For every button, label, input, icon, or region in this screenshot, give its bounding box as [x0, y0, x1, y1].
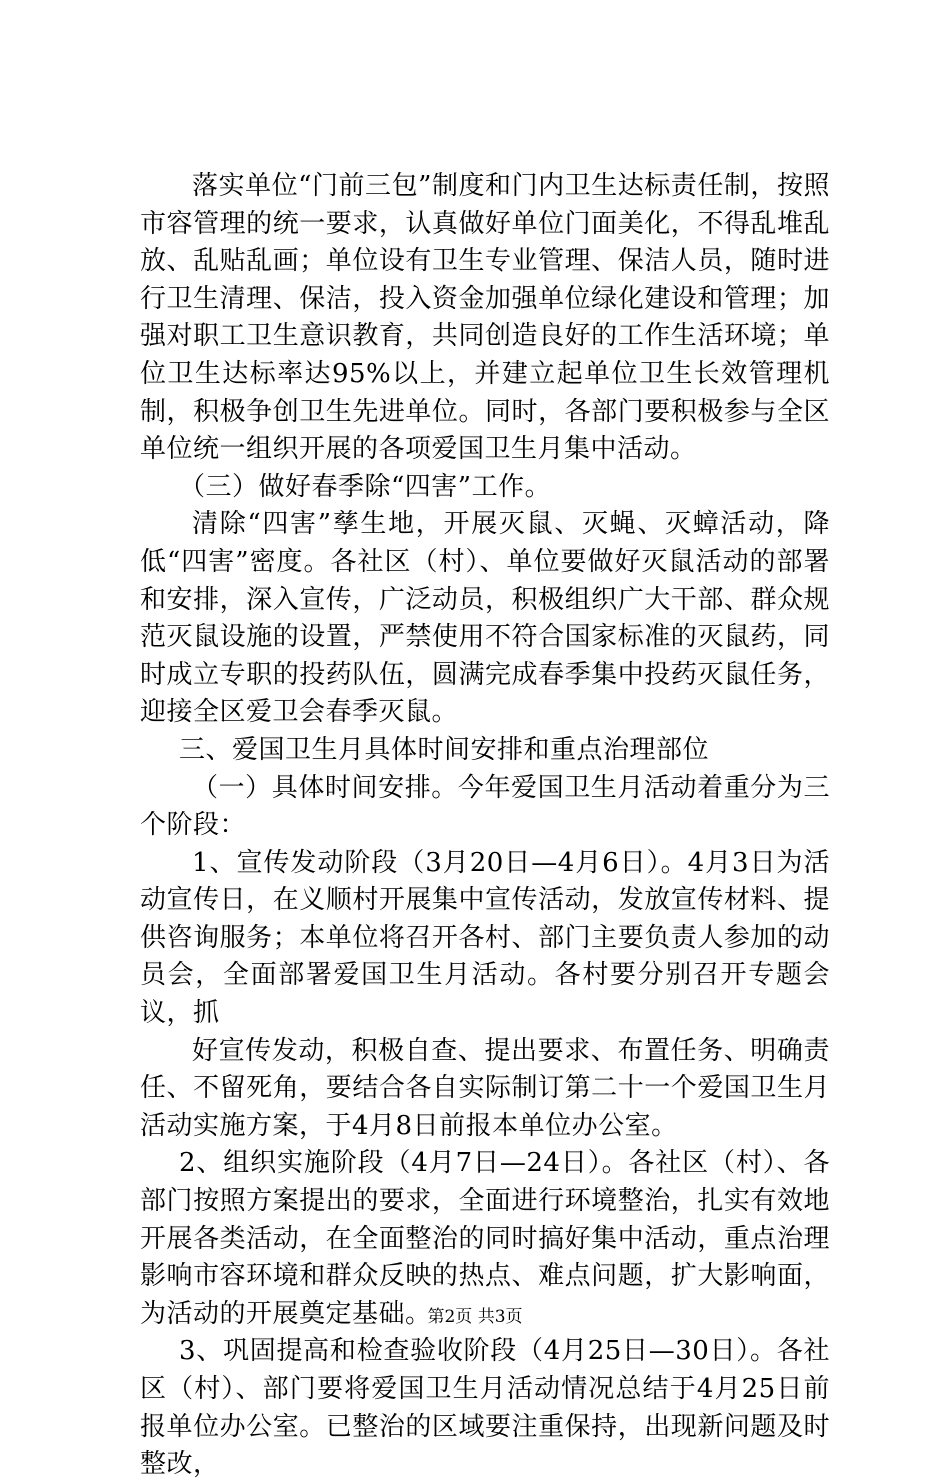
paragraph-unit-hygiene: 落实单位“门前三包”制度和门内卫生达标责任制，按照市容管理的统一要求，认真做好单位门面美化，不得乱堆乱放、乱贴乱画；单位设有卫生专业管理、保洁人员，随时进行卫生清理、保洁，投入资金加强单位绿化建设和管理；加强对职工卫生意识教育，共同创造良好的工作生活环境；单位卫生达标率达95%以上，并建立起单位卫生长效管理机制，积极争创卫生先进单位。同时，各部门要积极参与全区单位统一组织开展的各项爱国卫生月集中活动。	[140, 171, 830, 465]
paragraph-stage-3: 3、巩固提高和检查验收阶段（4月25日—30日）。各社区（村）、部门要将爱国卫生月活动情况总结于4月25日前报单位办公室。已整治的区域要注重保持，出现新问题及时整改，	[140, 1336, 830, 1480]
paragraph-pest-control: 清除“四害”孳生地，开展灭鼠、灭蝇、灭蟑活动，降低“四害”密度。各社区（村）、单位要做好灭鼠活动的部署和安排，深入宣传，广泛动员，积极组织广大干部、群众规范灭鼠设施的设置，严禁使用不符合国家标准的灭鼠药，同时成立专职的投药队伍，圆满完成春季集中投药灭鼠任务，迎接全区爱卫会春季灭鼠。	[140, 509, 830, 728]
document-body	[140, 168, 830, 1484]
paragraph-schedule-intro: （一）具体时间安排。今年爱国卫生月活动着重分为三个阶段：	[140, 772, 830, 841]
paragraph-stage-1-continued: 好宣传发动，积极自查、提出要求、布置任务、明确责任、不留死角，要结合各自实际制订第二十一个爱国卫生月活动实施方案，于4月8日前报本单位办公室。	[140, 1035, 830, 1141]
paragraph-stage-1: 1、宣传发动阶段（3月20日—4月6日）。4月3日为活动宣传日，在义顺村开展集中宣传活动，发放宣传材料、提供咨询服务；本单位将召开各村、部门主要负责人参加的动员会，全面部署爱国卫生月活动。各村要分别召开专题会议，抓	[140, 847, 830, 1029]
paragraph-stage-2: 2、组织实施阶段（4月7日—24日）。各社区（村）、各部门按照方案提出的要求，全面进行环境整治，扎实有效地开展各类活动，在全面整治的同时搞好集中活动，重点治理影响市容环境和群众反映的热点、难点问题，扩大影响面，为活动的开展奠定基础。	[140, 1148, 830, 1329]
section-heading-pest-control: （三）做好春季除“四害”工作。	[179, 471, 552, 502]
page-number-footer: 第2页 共3页	[427, 1307, 523, 1327]
section-heading-schedule: 三、爱国卫生月具体时间安排和重点治理部位	[179, 734, 710, 765]
